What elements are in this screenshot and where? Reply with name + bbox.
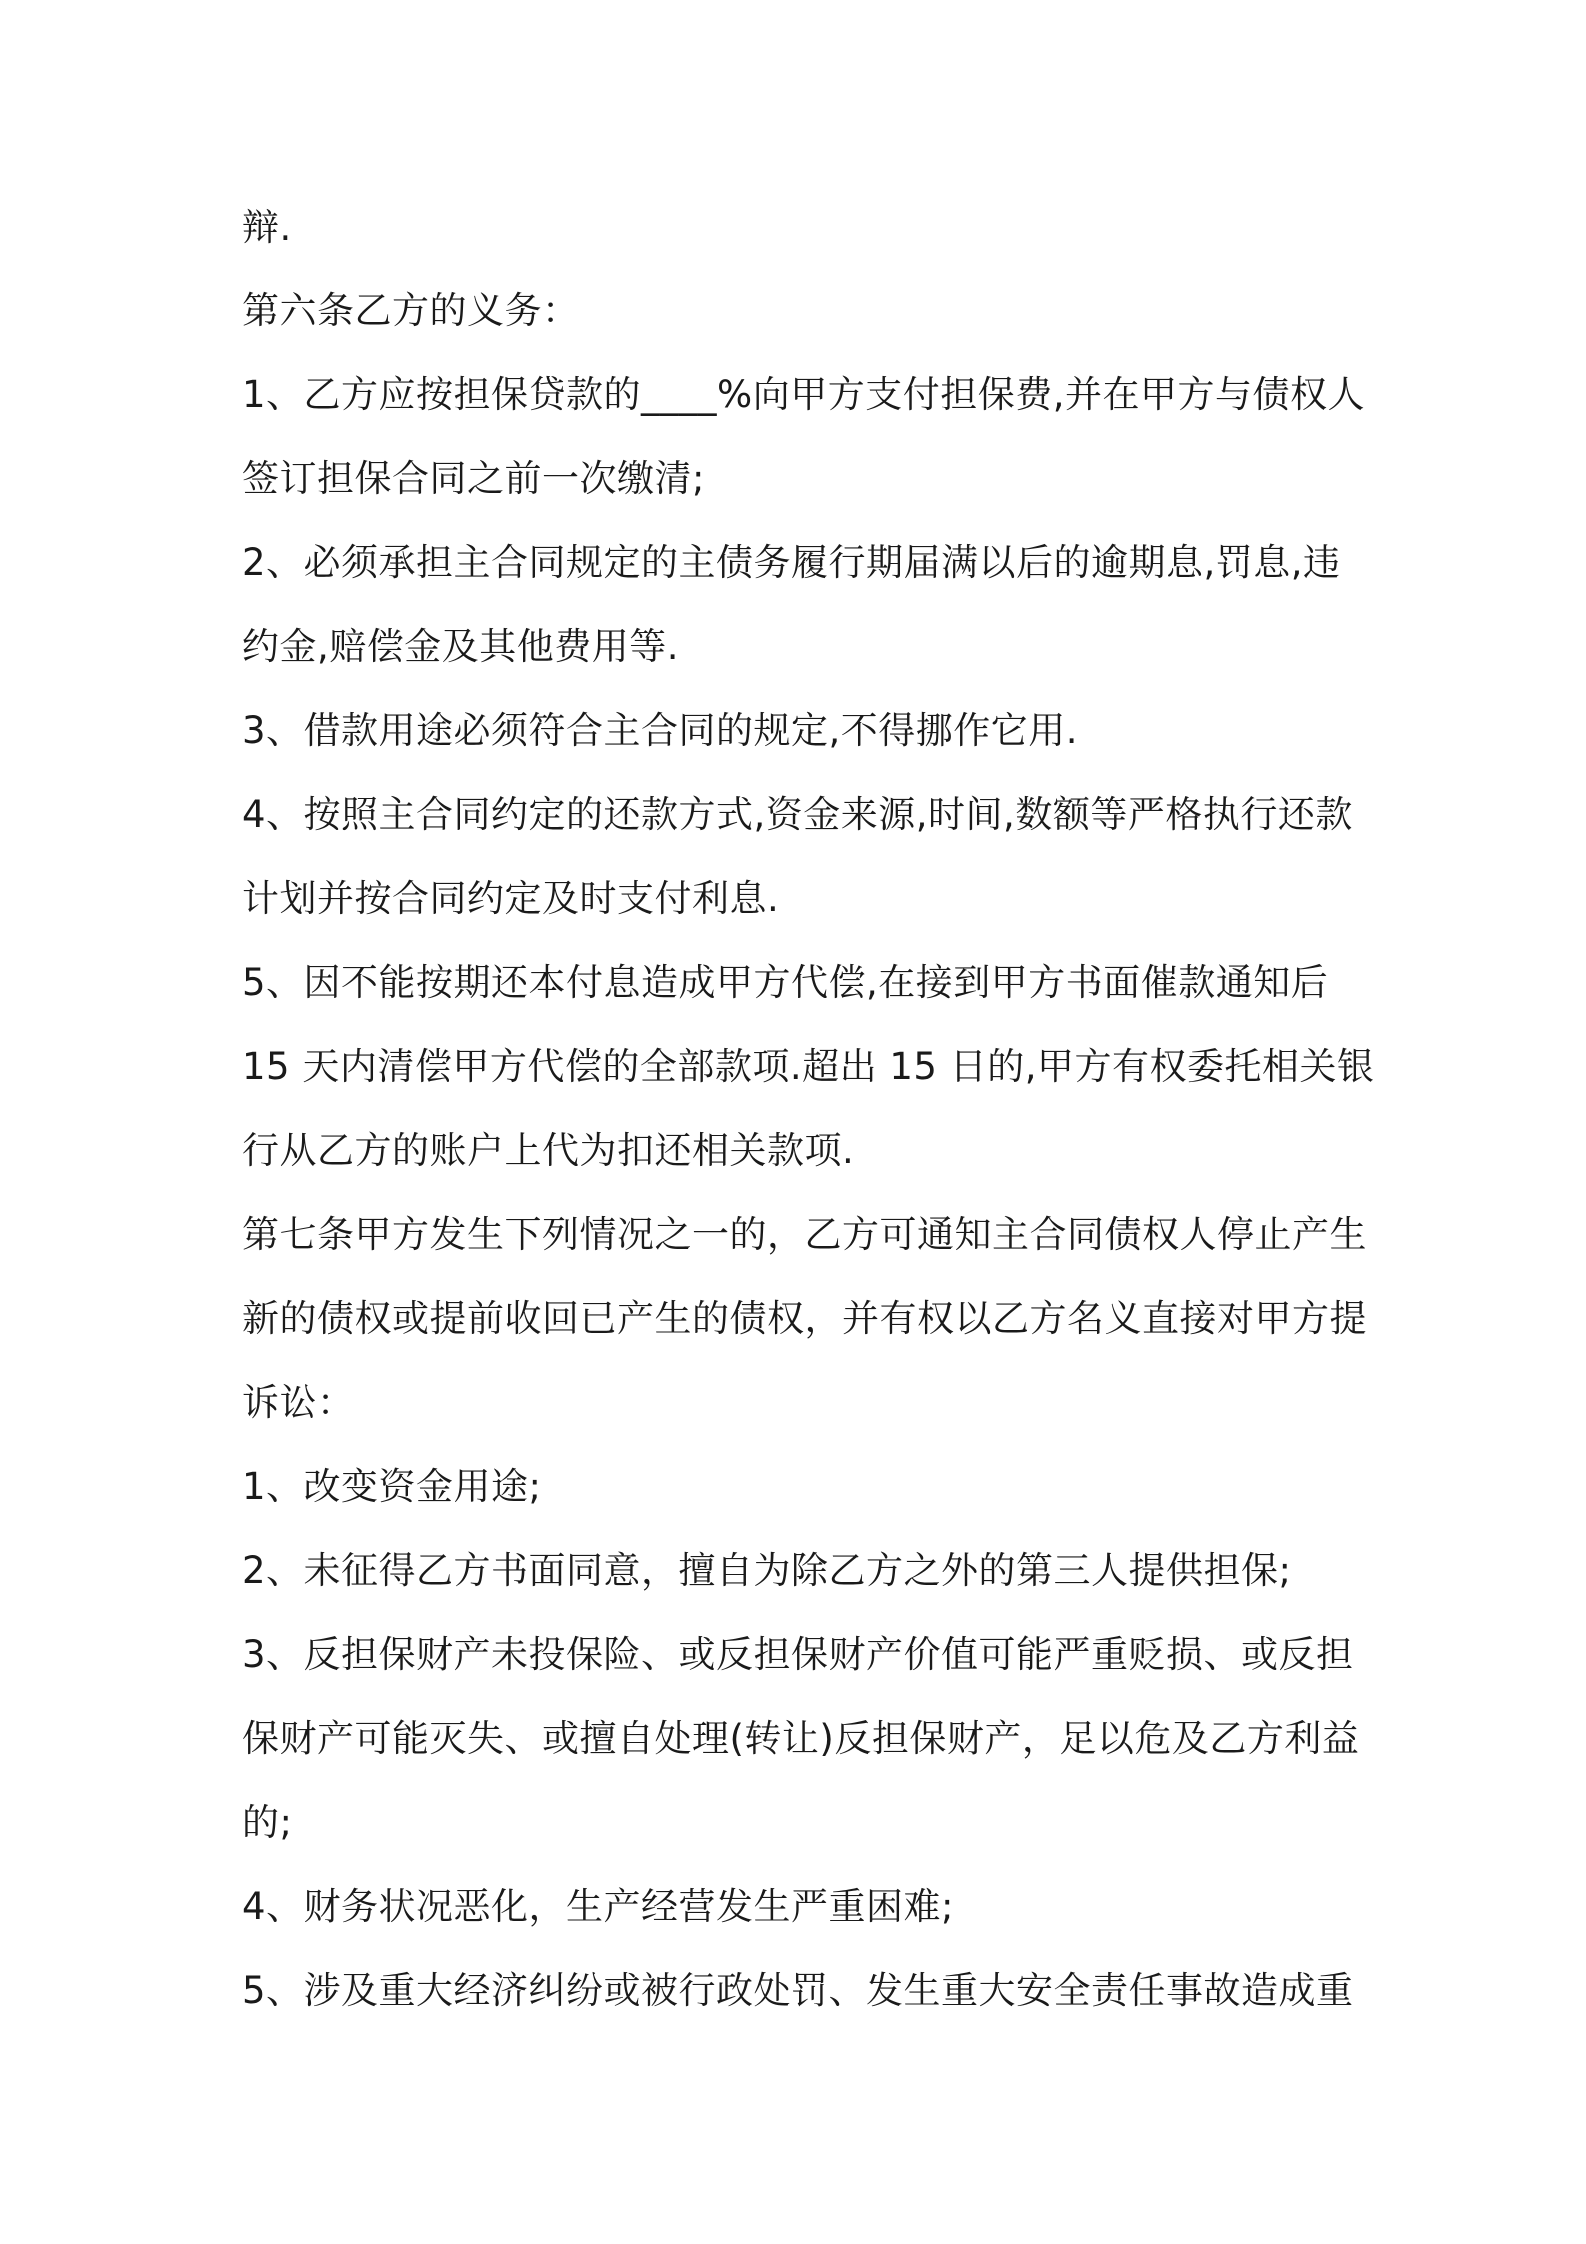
text-line: 5、因不能按期还本付息造成甲方代偿,在接到甲方书面催款通知后 [242, 961, 1329, 1004]
text-line: 3、反担保财产未投保险、或反担保财产价值可能严重贬损、或反担 [242, 1633, 1354, 1676]
text-line: 2、未征得乙方书面同意，擅自为除乙方之外的第三人提供担保; [242, 1549, 1292, 1592]
text-line: 新的债权或提前收回已产生的债权，并有权以乙方名义直接对甲方提 [242, 1297, 1367, 1340]
text-line: 4、按照主合同约定的还款方式,资金来源,时间,数额等严格执行还款 [242, 793, 1353, 836]
text-line: 签订担保合同之前一次缴清; [242, 457, 705, 500]
text-line: 行从乙方的账户上代为扣还相关款项. [242, 1129, 855, 1172]
text-line: 的; [242, 1801, 293, 1844]
text-line: 1、改变资金用途; [242, 1465, 542, 1508]
text-line: 计划并按合同约定及时支付利息. [242, 877, 780, 920]
text-line: 5、涉及重大经济纠纷或被行政处罚、发生重大安全责任事故造成重 [242, 1969, 1354, 2012]
text-line: 2、必须承担主合同规定的主债务履行期届满以后的逾期息,罚息,违 [242, 541, 1341, 584]
text-line: 约金,赔偿金及其他费用等. [242, 625, 680, 668]
text-line: 辩. [242, 206, 292, 249]
article-heading: 第七条甲方发生下列情况之一的，乙方可通知主合同债权人停止产生 [242, 1213, 1367, 1256]
text-line: 15 天内清偿甲方代偿的全部款项.超出 15 日的,甲方有权委托相关银 [242, 1045, 1375, 1088]
text-line: 诉讼： [242, 1381, 355, 1424]
text-line: 3、借款用途必须符合主合同的规定,不得挪作它用. [242, 709, 1079, 752]
text-line: 保财产可能灭失、或擅自处理(转让)反担保财产，足以危及乙方利益 [242, 1717, 1360, 1760]
text-line: 1、乙方应按担保贷款的____%向甲方支付担保费,并在甲方与债权人 [242, 373, 1365, 416]
article-heading: 第六条乙方的义务： [242, 289, 580, 332]
text-line: 4、财务状况恶化，生产经营发生严重困难; [242, 1885, 955, 1928]
